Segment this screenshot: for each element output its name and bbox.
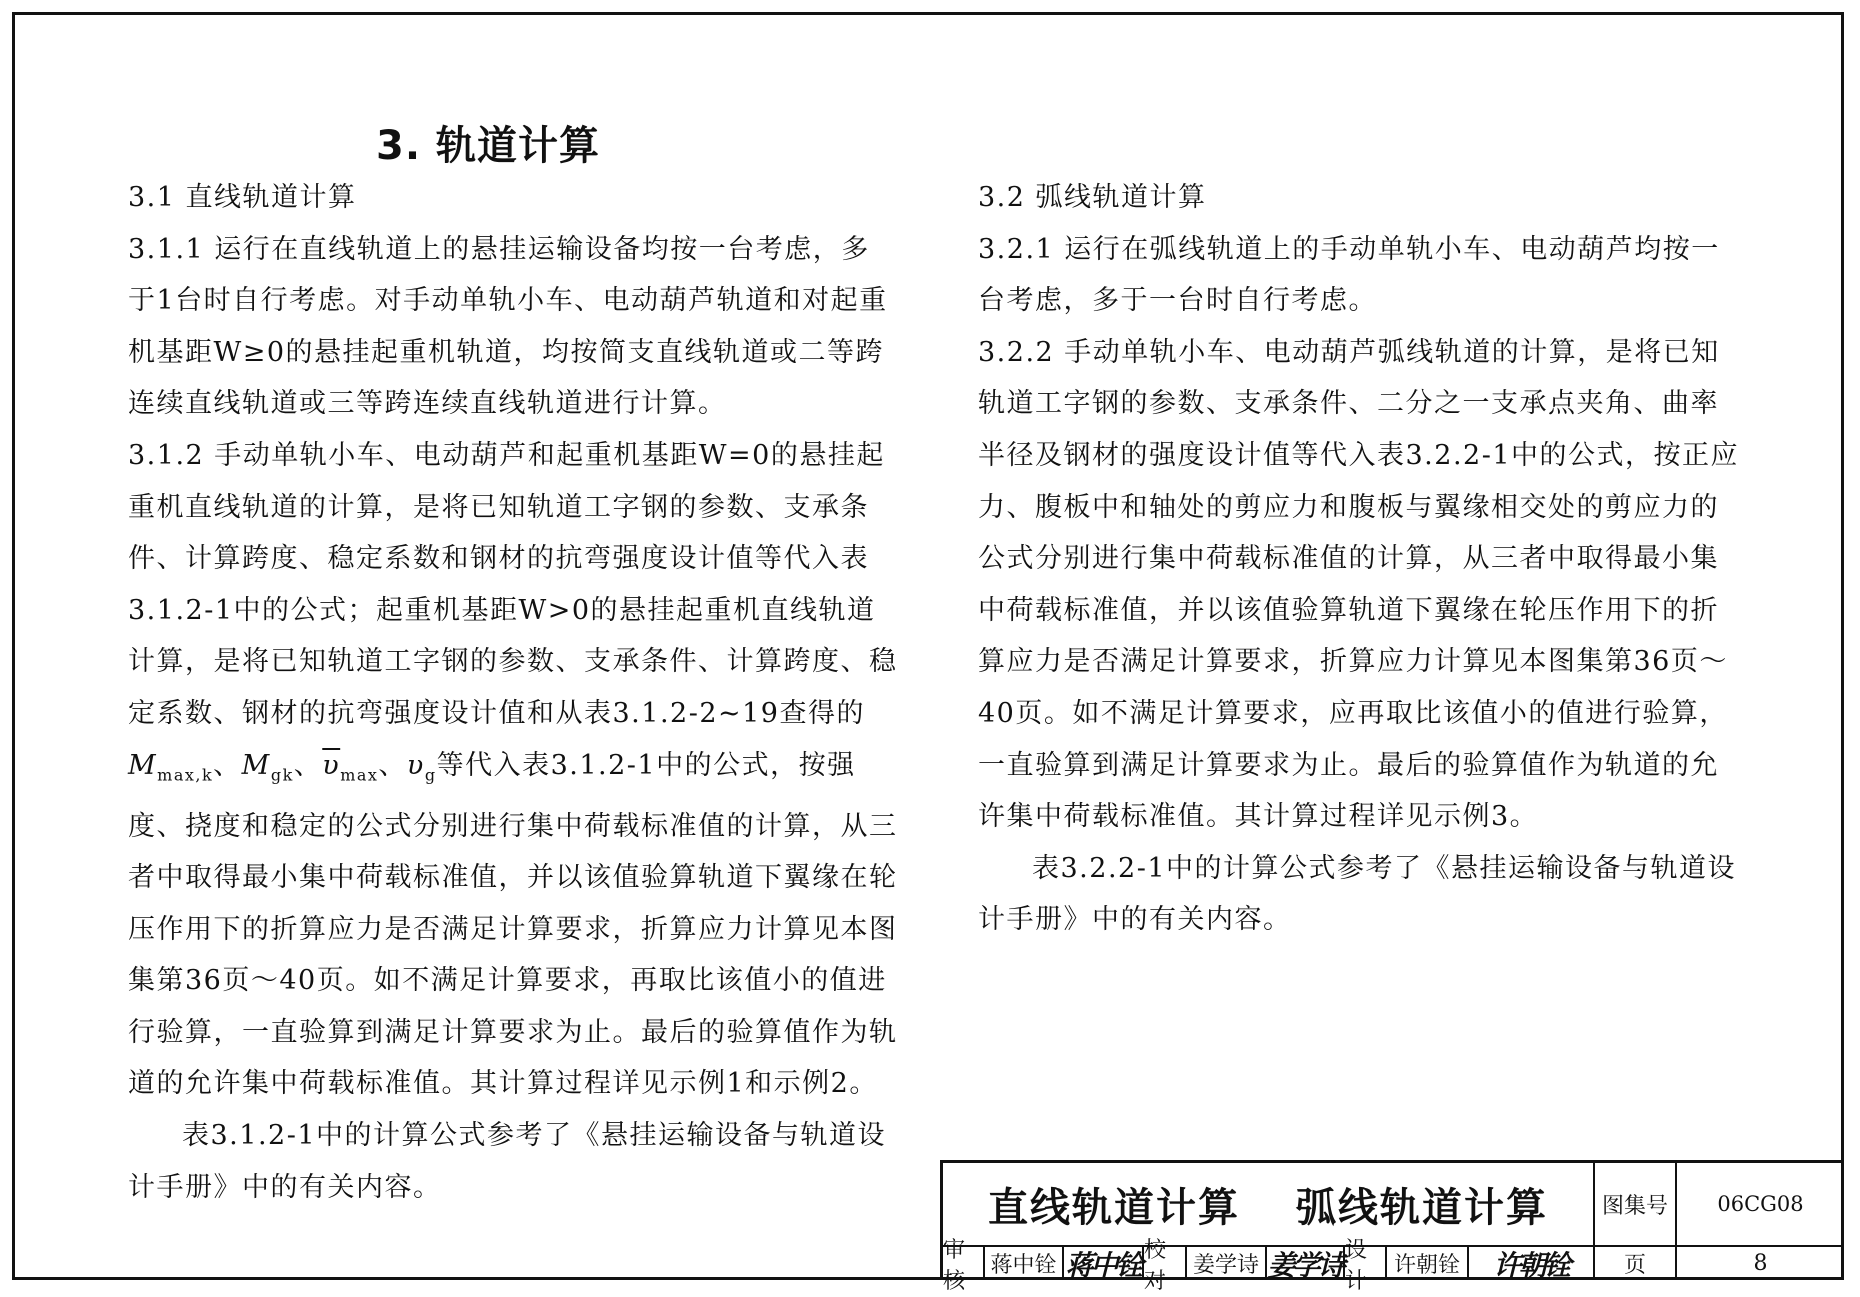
- review-name: 蒋中铨: [985, 1247, 1064, 1280]
- separator-2: 、: [293, 749, 323, 781]
- separator-1: 、: [213, 749, 242, 781]
- design-name: 许朝铨: [1387, 1247, 1469, 1280]
- check-signature: 姜学诗: [1267, 1247, 1345, 1280]
- page-number: 8: [1753, 1251, 1768, 1276]
- symbol-m-max-k: M: [128, 749, 158, 781]
- symbol-m-max-k-subscript: max,k: [157, 764, 214, 784]
- atlas-number-value: 06CG08: [1677, 1163, 1844, 1247]
- symbol-v-g-subscript: g: [424, 764, 437, 784]
- paragraph-3-1-2-part-a: 3.1.2 手动单轨小车、电动葫芦和起重机基距W=0的悬挂起重机直线轨道的计算，是将已知轨道工字钢的参数、支承条件、计算跨度、稳定系数和钢材的抗弯强度设计值等代入表3.1.2-1中的公式；起重机基距W>0的悬挂起重机直线轨道计算，是将已知轨道工字钢的参数、支承条件、计算跨度、稳定系数、钢材的抗弯强度设计值和从表3.1.2-2~19查得的: [128, 439, 898, 729]
- check-label: 校对: [1144, 1247, 1187, 1280]
- page-label: 页: [1595, 1247, 1677, 1280]
- paragraph-3-1-2: [128, 430, 898, 1110]
- drawing-title-2: 弧线轨道计算: [1296, 1184, 1548, 1231]
- section-3-2-heading: 3.2 弧线轨道计算: [978, 182, 1207, 213]
- paragraph-3-2-1: 3.2.1 运行在弧线轨道上的手动单轨小车、电动葫芦均按一台考虑，多于一台时自行考虑。: [978, 233, 1720, 317]
- symbol-v-max: $\overline{\upsilon}$: [322, 749, 341, 781]
- paragraph-3-1-reference: 表3.1.2-1中的计算公式参考了《悬挂运输设备与轨道设计手册》中的有关内容。: [128, 1120, 886, 1203]
- right-column: [978, 172, 1740, 946]
- review-signature: 蒋中铨: [1064, 1247, 1144, 1280]
- paragraph-3-2-reference: 表3.2.2-1中的计算公式参考了《悬挂运输设备与轨道设计手册》中的有关内容。: [978, 852, 1736, 936]
- page-title: 3. 轨道计算: [376, 123, 600, 169]
- section-3-1-heading: 3.1 直线轨道计算: [128, 182, 357, 213]
- separator-3: 、: [378, 749, 407, 781]
- atlas-number-label: 图集号: [1595, 1163, 1677, 1247]
- paragraph-3-1-1: 3.1.1 运行在直线轨道上的悬挂运输设备均按一台考虑，多于1台时自行考虑。对手动单轨小车、电动葫芦轨道和对起重机基距W≥0的悬挂起重机轨道，均按简支直线轨道或二等跨连续直线轨道或三等跨连续直线轨道进行计算。: [128, 233, 888, 420]
- symbol-m-gk: M: [241, 749, 271, 781]
- paragraph-3-2-2: 3.2.2 手动单轨小车、电动葫芦弧线轨道的计算，是将已知轨道工字钢的参数、支承条件、二分之一支承点夹角、曲率半径及钢材的强度设计值等代入表3.2.2-1中的公式，按正应力、腹板中和轴处的剪应力和腹板与翼缘相交处的剪应力的公式分别进行集中荷载标准值的计算，从三者中取得最小集中荷载标准值，并以该值验算轨道下翼缘在轮压作用下的折算应力是否满足计算要求，折算应力计算见本图集第36页～40页。如不满足计算要求，应再取比该值小的值进行验算，一直验算到满足计算要求为止。最后的验算值作为轨道的允许集中荷载标准值。其计算过程详见示例3。: [978, 336, 1739, 833]
- check-name: 姜学诗: [1187, 1247, 1267, 1280]
- symbol-v-g: υ: [406, 749, 425, 781]
- symbol-v-max-subscript: max: [340, 764, 379, 784]
- design-signature: 许朝铨: [1469, 1247, 1595, 1280]
- signature-row: [943, 1237, 1844, 1294]
- left-column: [128, 172, 898, 1213]
- review-label: 审核: [943, 1247, 985, 1280]
- symbol-m-gk-subscript: gk: [270, 764, 294, 784]
- paragraph-3-1-2-part-b: 等代入表3.1.2-1中的公式，按强度、挠度和稳定的公式分别进行集中荷载标准值的计算，从三者中取得最小集中荷载标准值，并以该值验算轨道下翼缘在轮压作用下的折算应力是否满足计算要求，折算应力计算见本图集第36页～40页。如不满足计算要求，再取比该值小的值进行验算，一直验算到满足计算要求为止。最后的验算值作为轨道的允许集中荷载标准值。其计算过程详见示例1和示例2。: [128, 749, 898, 1100]
- drawing-title: [943, 1163, 1595, 1247]
- drawing-title-1: 直线轨道计算: [988, 1184, 1240, 1231]
- title-block: [940, 1160, 1844, 1294]
- design-label: 设计: [1345, 1247, 1387, 1280]
